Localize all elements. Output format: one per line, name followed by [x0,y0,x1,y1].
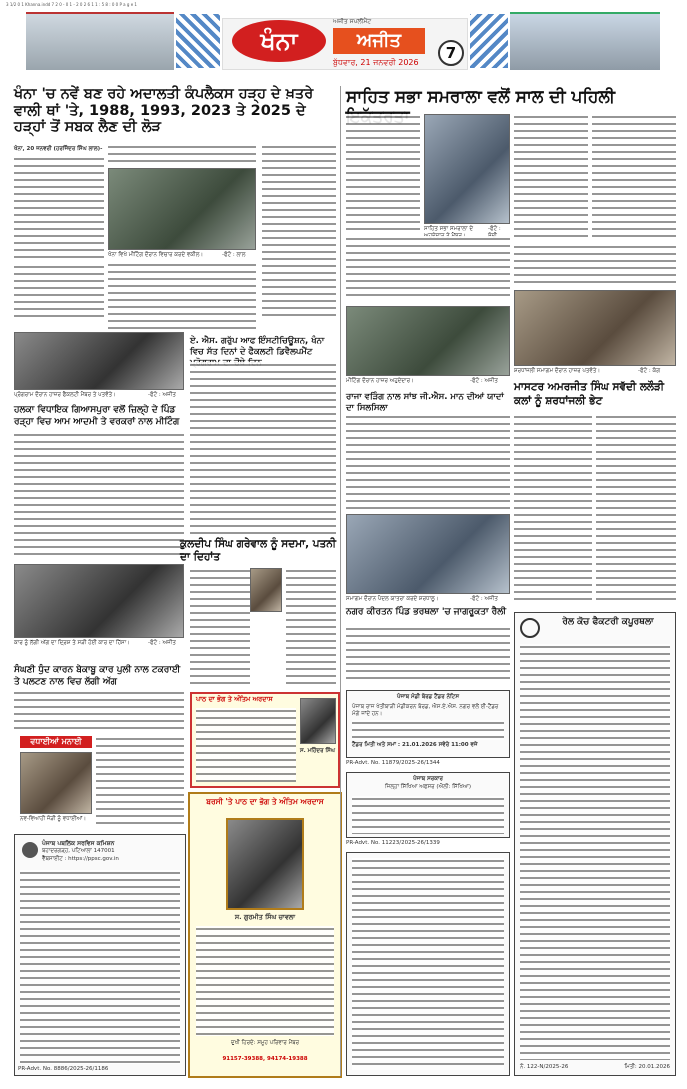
halka-text [14,432,184,560]
ppsc-title: ਪੰਜਾਬ ਪਬਲਿਕ ਸਰਵਿਸ ਕਮਿਸ਼ਨ [42,840,115,847]
sahit-text-5 [514,244,676,284]
rail-title: ਰੇਲ ਕੋਚ ਫੈਕਟਰੀ ਕਪੂਰਥਲਾ [562,617,654,627]
rcf-emblem-icon [520,618,540,638]
fire-photo [14,564,184,638]
bhog-title: ਪਾਠ ਦਾ ਭੋਗ ਤੇ ਅੰਤਿਮ ਅਰਦਾਸ [196,695,273,703]
barsi-name: ਸ. ਗੁਰਮੀਤ ਸਿੰਘ ਚਾਵਲਾ [234,913,296,921]
halka-headline: ਹਲਕਾ ਵਿਧਾਇਕ ਗਿਆਸਪੁਰਾ ਵਲੋਂ ਜ਼ਿਲ੍ਹੇ ਦੇ ਪਿੰਡ ਰੜ੍ਹਾ ਵਿਚ ਆਮ ਆਦਮੀ ਤੇ ਵਰਕਰਾਂ ਨਾਲ ਮੀਟਿੰਗ [14,405,180,427]
wedding-photo [20,752,92,814]
edu-tender-sub: ਜਿਲ੍ਹਾ ਸਿੱਖਿਆ ਅਫਸਰ (ਐਲੀ: ਸਿੱਖਿਆ) [384,784,471,790]
page-number: 7 [438,40,464,66]
rally-credit: -ਫੋਟੋ : ਅਜੀਤ [470,596,498,602]
lead-dateline: ਖੰਨਾ, 20 ਜਨਵਰੀ (ਹਰਜਿੰਦਰ ਸਿੰਘ ਲਾਲ)- [14,146,103,152]
lead-text-top [108,144,256,166]
mandi-tender-title: ਪੰਜਾਬ ਮੰਡੀ ਬੋਰਡ ਟੈਂਡਰ ਨੋਟਿਸ [397,694,459,700]
youth-photo-credit: -ਫੋਟੋ : ਕੰਗ [638,368,661,374]
sahit-photo-credit: -ਫੋਟੋ : [488,226,501,232]
rally-text [346,626,510,684]
bhog-text [196,708,296,782]
sangrur-text [14,690,184,730]
wedding-text [96,736,184,826]
sahit-text-1 [346,114,420,234]
lead-text-col1 [14,156,104,260]
lead-photo-credit: -ਫੋਟੋ : ਲਾਲ [222,252,246,258]
youth-photo [514,290,676,366]
printer-strip: 3 1/2 0 1 Khanna.indd 7 2 0 - 0 1 - 2 0 2 6 1 1 : 5 8 : 0 0 P a g e 1 [6,2,137,7]
barsi-text [196,926,334,1036]
rail-text [520,644,670,1060]
sahit-headline: ਸਾਹਿਤ ਸਭਾ ਸਮਰਾਲਾ ਵਲੋਂ ਸਾਲ ਦੀ ਪਹਿਲੀ [346,87,616,107]
barsi-photo [226,818,304,910]
kuldeep-text-2 [286,568,336,684]
wedding-caption: ਨਵ-ਵਿਆਹੀ ਜੋੜੀ ਨੂੰ ਵਧਾਈਆਂ। [20,816,87,822]
agm-photo [14,332,184,390]
brand-name: ਅਜੀਤ [333,28,425,54]
wedding-tag: ਵਧਾਈਆਂ ਮਨਾਈ [20,736,92,748]
barsi-title: ਬਰਸੀ 'ਤੇ ਪਾਠ ਦਾ ਭੋਗ ਤੇ ਅੰਤਿਮ ਅਰਦਾਸ [206,797,324,806]
edu-tender-footer: PR-Advt. No. 11223/2025-26/1339 [346,840,440,846]
sahit-text-4 [592,114,676,242]
rail-date: ਮਿਤੀ: 20.01.2026 [624,1064,670,1070]
brand-label: ਅਜੀਤ ਸਪਲੀਮੈਂਟ [333,18,372,25]
rajewal-headline: ਰਾਜਾ ਵੜਿੰਗ ਨਾਲ ਸਾਂਝ ਜੀ.ਐਸ. ਮਾਨ ਦੀਆਂ ਯਾਦਾਂ ਦਾ ਸਿਲਸਿਲਾ [346,392,504,413]
meeting-photo-credit: -ਫੋਟੋ : ਅਜੀਤ [470,378,498,384]
sahit-text-3 [514,114,588,242]
mandi-tender-date: ਟੈਂਡਰ ਮਿਤੀ ਅਤੇ ਸਮਾਂ : 21.01.2026 ਸਵੇਰੇ 11:00 ਵਜੇ [352,742,478,748]
mandi-tender-footer: PR-Advt. No. 11879/2025-26/1344 [346,760,440,766]
kuldeep-text-1 [190,568,250,684]
sahit-photo-caption: ਸਾਹਿਤ ਸਭਾ ਸਮਰਾਲਾ ਦੇ [424,226,473,232]
lead-text-col2b [108,262,256,330]
column-rule [340,86,341,1076]
masthead-pattern-left [176,14,220,68]
sahit-text-2 [346,236,510,300]
sangrur-headline: ਸੰਘਣੀ ਧੁੰਦ ਕਾਰਨ ਬੇਕਾਬੂ ਕਾਰ ਪੁਲੀ ਨਾਲ ਟਕਰਾਈ ਤੇ ਪਲਟਣ ਨਾਲ ਵਿਚ ਲੱਗੀ ਅੱਗ [14,665,181,687]
notice-table [352,858,504,1070]
edu-tender-title: ਪੰਜਾਬ ਸਰਕਾਰ [413,776,443,782]
masthead-pattern-right [470,14,508,68]
fire-credit: -ਫੋਟੋ : ਅਜੀਤ [148,640,176,646]
bhog-name: ਸ. ਮਹਿੰਦਰ ਸਿੰਘ [300,748,335,754]
rally-caption: ਸਮਾਗਮ ਦੌਰਾਨ ਪੈਦਲ ਯਾਤਰਾ ਕਰਦੇ ਸ਼ਰਧਾਲੂ। [346,596,439,602]
rally-photo [346,514,510,594]
rajewal-text [346,414,510,510]
kuldeep-headline: ਕੁਲਦੀਪ ਸਿੰਘ ਗਰੇਵਾਲ ਨੂੰ ਸਦਮਾ, ਪਤਨੀ ਦਾ ਦਿਹਾਂਤ [180,538,336,563]
masthead-city-logo: ਖੰਨਾ [232,20,326,62]
issue-date: ਬੁੱਧਵਾਰ, 21 ਜਨਵਰੀ 2026 [333,58,419,67]
master-text-1 [514,414,592,602]
barsi-footer: ਦੁਖੀ ਹਿਰਦੇ: ਸਮੂਹ ਪਰਿਵਾਰ ਮੈਂਬਰ [230,1040,300,1046]
youth-photo-caption: ਸ਼ਰਧਾਂਜਲੀ ਸਮਾਗਮ ਦੌਰਾਨ ਹਾਜ਼ਰ ਪਤਵੰਤੇ। [514,368,601,374]
rally-headline: ਨਗਰ ਕੀਰਤਨ ਪਿੰਡ ਭਰਥਲਾ 'ਚ ਜਾਗਰੂਕਤਾ ਰੈਲੀ [346,607,507,617]
meeting-photo [346,306,510,376]
edu-tender-table [352,796,504,834]
lead-headline: ਖੰਨਾ 'ਚ ਨਵੇਂ ਬਣ ਰਹੇ ਅਦਾਲਤੀ ਕੰਪਲੈਕਸ ਹੜ੍ਹ ਦੇ ਖ਼ਤਰੇ ਵਾਲੀ ਥਾਂ 'ਤੇ, 1988, 1993, 2023 ਤੇ 2025 ਦੇ ਹੜ੍ਹਾਂ ਤੋਂ ਸਬਕ ਲੈਣ ਦੀ ਲੋੜ [14,86,314,136]
master-headline: ਮਾਸਟਰ ਅਮਰਜੀਤ ਸਿੰਘ ਸਵੱਦੀ ਲਲੌੜੀ ਕਲਾਂ ਨੂੰ ਸ਼ਰਧਾਂਜਲੀ ਭੇਟ [514,381,665,407]
rail-footer: ਨੰ. 122-N/2025-26 [520,1064,569,1070]
master-text-2 [596,414,676,602]
masthead-photo-left [26,12,174,70]
masthead-photo-right [510,12,660,70]
meeting-photo-caption: ਮੀਟਿੰਗ ਦੌਰਾਨ ਹਾਜ਼ਰ ਅਹੁਦੇਦਾਰ। [346,378,414,384]
agm-headline: ਏ. ਐਸ. ਗਰੁੱਪ ਆਫ ਇੰਸਟੀਚਿਊਸ਼ਨ, ਖੰਨਾ ਵਿਚ ਸੱਤ ਦਿਨਾਂ ਦੇ ਫੈਕਲਟੀ ਡਿਵੈਲਪਮੈਂਟ [190,336,325,357]
ppsc-footer: PR-Advt. No. 8886/2025-26/1186 [18,1066,109,1072]
agm-photo-caption: ਪ੍ਰੋਗਰਾਮ ਦੌਰਾਨ ਹਾਜ਼ਰ ਫੈਕਲਟੀ ਮੈਂਬਰ ਤੇ ਪਤਵੰਤੇ। [14,392,116,398]
kuldeep-photo [250,568,282,612]
bhog-photo [300,698,336,744]
barsi-phone: 91157-39388, 94174-19388 [222,1056,308,1062]
ppsc-table [20,870,180,1064]
fire-caption: ਕਾਰ ਨੂੰ ਲੱਗੀ ਅੱਗ ਦਾ ਦ੍ਰਿਸ਼ ਤੇ ਸੜੀ ਹੋਈ ਕਾਰ ਦਾ ਹਿੱਸਾ। [14,640,130,646]
emblem-icon [22,842,38,858]
sahit-photo [424,114,510,224]
lead-photo [108,168,256,250]
lead-text-col1b [14,264,104,322]
mandi-tender-text [352,720,504,740]
agm-photo-credit: -ਫੋਟੋ : ਅਜੀਤ [148,392,176,398]
lead-photo-caption: ਖੰਨਾ ਵਿਖੇ ਮੀਟਿੰਗ ਦੌਰਾਨ ਵਿਚਾਰ ਕਰਦੇ ਵਕੀਲ। [108,252,204,258]
agm-text [190,362,336,534]
lead-text-col3 [262,144,336,316]
mandi-tender-body: ਪੰਜਾਬ ਰਾਜ ਖੇਤੀਬਾੜੀ ਮੰਡੀਕਰਨ ਬੋਰਡ, ਐਸ.ਏ.ਐਸ. ਨਗਰ ਵਲੋਂ ਈ-ਟੈਂਡਰ ਮੰਗੇ ਜਾਂਦੇ ਹਨ। [352,704,499,717]
ppsc-web: ਵੈੱਬਸਾਈਟ : https://ppsc.gov.in [42,856,119,862]
ppsc-sub: ਬਹਾਦਰਗੜ੍ਹ, ਪਟਿਆਲਾ 147001 [42,848,115,854]
